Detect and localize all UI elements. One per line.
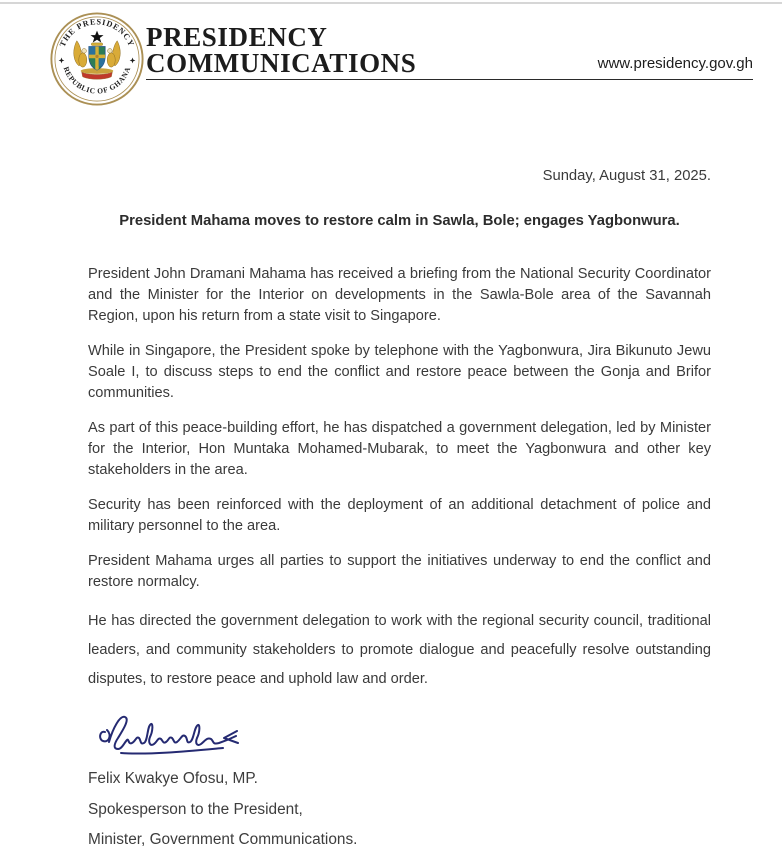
- signatory-role-1: Spokesperson to the President,: [88, 800, 303, 818]
- seal-bottom-text: REPUBLIC OF GHANA: [61, 65, 133, 96]
- signoff-block: [88, 770, 711, 849]
- paragraph-5: President Mahama urges all parties to support the initiatives underway to end the conflict and restore normalcy.: [88, 553, 711, 590]
- header-rule: [146, 79, 753, 80]
- paragraph-2: While in Singapore, the President spoke by telephone with the Yagbonwura, Jira Bikunuto Jewu Soale I, to discuss steps to end the conflict and restore peace between the Gonja and Brifor communities.: [88, 343, 711, 401]
- signature-handwriting: [94, 708, 246, 760]
- seal-top-text: THE PRESIDENCY: [57, 17, 137, 49]
- letterhead: [0, 0, 782, 120]
- document-title: President Mahama moves to restore calm in Sawla, Bole; engages Yagbonwura.: [119, 213, 680, 229]
- paragraph-4: Security has been reinforced with the deployment of an additional detachment of police and military personnel to the area.: [88, 497, 711, 534]
- paragraph-3: As part of this peace-building effort, he has dispatched a government delegation, led by Minister for the Interior, Hon Muntaka Mohamed-Mubarak, to meet the Yagbonwura and other key stakeholders in the area.: [88, 420, 711, 478]
- signatory-name: Felix Kwakye Ofosu, MP.: [88, 770, 258, 787]
- signatory-role-2: Minister, Government Communications.: [88, 831, 358, 848]
- presidency-seal: [49, 11, 145, 107]
- date-line: Sunday, August 31, 2025.: [542, 168, 711, 184]
- org-name-line1: PRESIDENCY: [146, 22, 328, 52]
- website-url[interactable]: www.presidency.gov.gh: [597, 55, 753, 72]
- org-name-line2: COMMUNICATIONS: [146, 48, 417, 78]
- org-name: [146, 24, 416, 76]
- document-body: [88, 168, 711, 862]
- paragraph-6: He has directed the government delegation to work with the regional security council, traditional leaders, and community stakeholders to promote dialogue and peacefully resolve outstanding disputes, to restore peace and uphold law and order.: [88, 613, 711, 687]
- wreath-torse: [91, 43, 103, 46]
- paragraph-1: President John Dramani Mahama has received a briefing from the National Security Coordinator and the Minister for the Interior on developments in the Sawla-Bole area of the Savannah Region, upon his return from a state visit to Singapore.: [88, 266, 711, 324]
